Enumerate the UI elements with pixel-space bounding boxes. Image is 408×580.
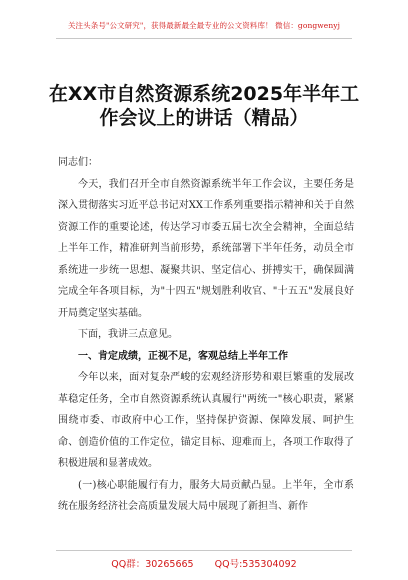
document-title [40,82,368,130]
footer-divider [56,550,352,551]
salutation: 同志们： [58,157,98,168]
header-divider [56,38,352,39]
footer-qq-group: QQ群：30265665 [111,559,194,570]
footer-qq-number: QQ号:535304092 [214,559,297,570]
paragraph-1: 今天，我们召开全市自然资源系统半年工作会议，主要任务是深入贯彻落实习近平总书记对XX工作系列重要指示精神和关于自然资源工作的重要论述，传达学习市委五届七次全会精神，全面总结上半年工作，精准研判当前形势，系统部署下半年任务，动员全市系统进一步统一思想、凝聚共识、坚定信心、拼搏实干，确保圆满完成全年各项目标，为"十四五"规划胜利收官、"十五五"发展良好开局奠定坚实基础。 [58,178,354,319]
paragraph-4: (一)核心职能履行有力，服务大局贡献凸显。上半年，全市系统在服务经济社会高质量发展大局中展现了新担当、新作 [58,479,354,512]
title-line-2: 作会议上的讲话（精品） [99,107,309,129]
section-heading-1: 一、肯定成绩，正视不足，客观总结上半年工作 [78,350,288,362]
document-body [58,152,354,518]
paragraph-2: 下面，我讲三点意见。 [78,329,178,340]
paragraph-3: 今年以来，面对复杂严峻的宏观经济形势和艰巨繁重的发展改革稳定任务，全市自然资源系统认真履行"两统一"核心职责，紧紧围绕市委、市政府中心工作，坚持保护资源、保障发展、呵护生命、创造价值的工作定位，锚定目标、迎难而上，各项工作取得了积极进展和显著成效。 [58,372,354,469]
footer [0,556,408,570]
title-line-1: 在XX市自然资源系统2025年半年工 [48,83,360,105]
header-banner: 关注头条号"公文研究"，获得最新最全最专业的公文资料库！ 微信：gongwenyj [67,21,341,30]
